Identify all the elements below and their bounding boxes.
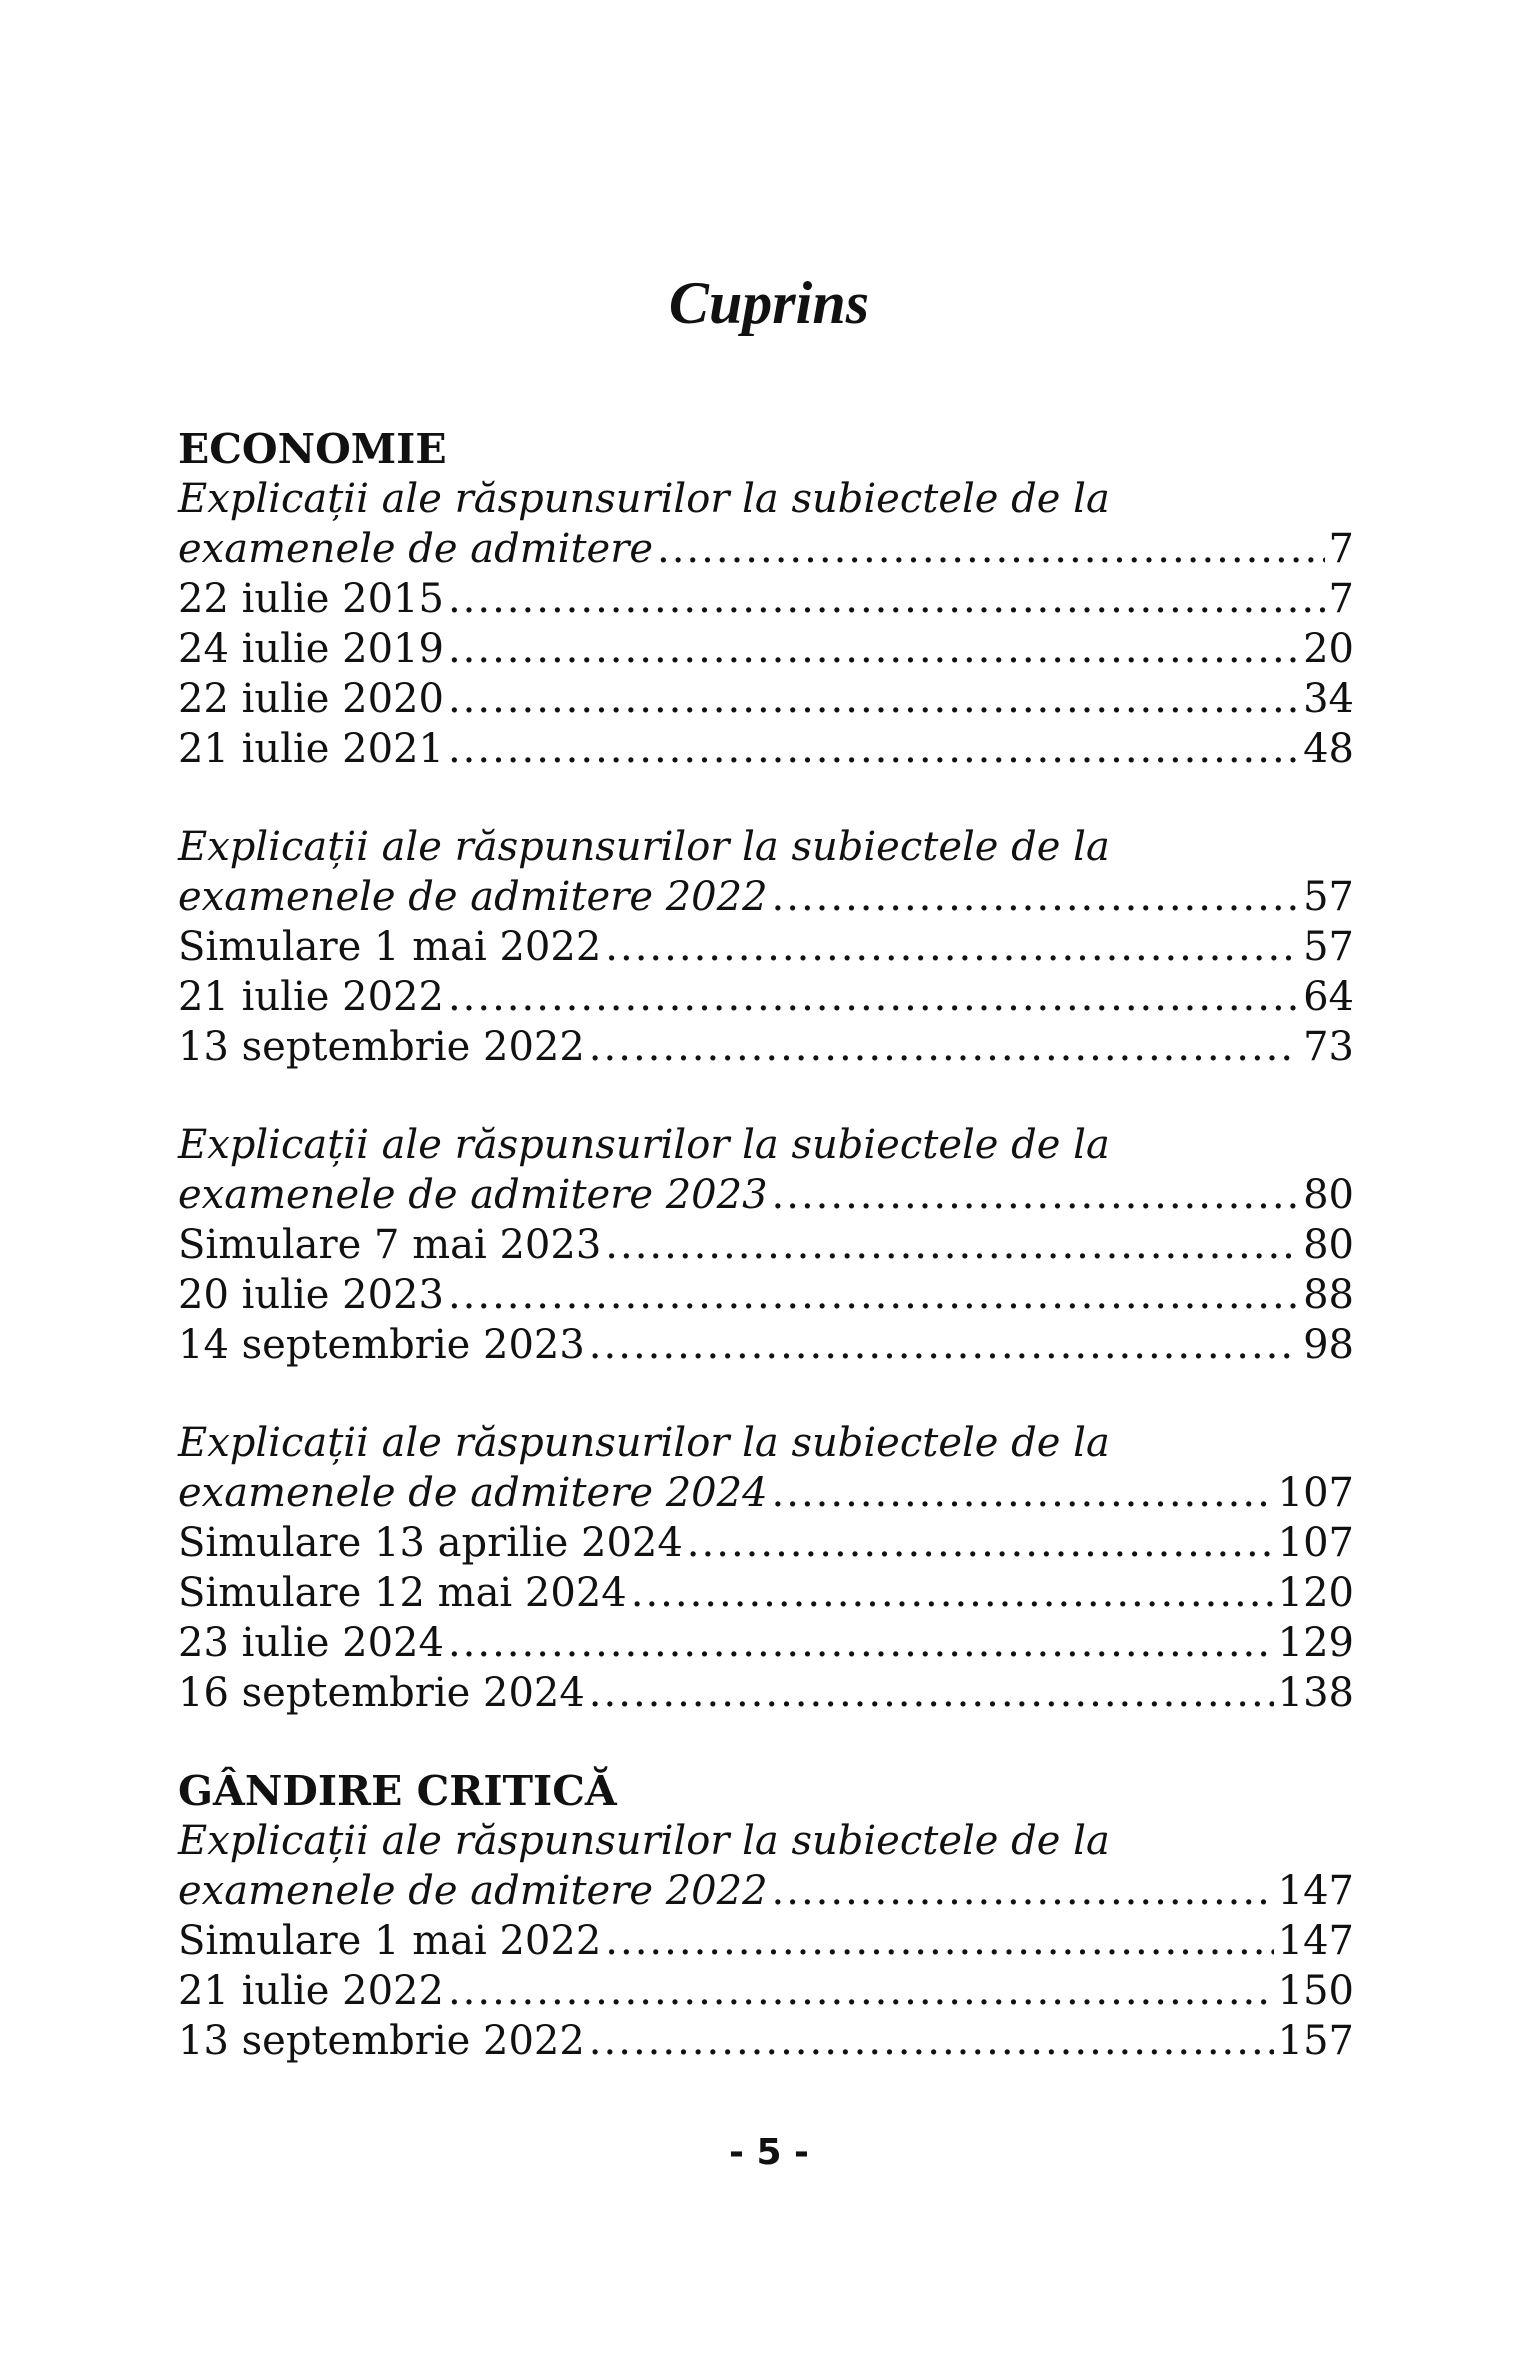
- toc-page-number: 57: [1303, 924, 1354, 970]
- toc-entry[interactable]: [178, 1220, 1354, 1270]
- toc-entry[interactable]: [178, 1618, 1354, 1668]
- dot-leader: [657, 524, 1325, 574]
- toc-group: [178, 474, 1354, 774]
- group-intro: [178, 822, 1354, 872]
- group-intro-text: Explicații ale răspunsurilor la subiectele de la: [178, 1818, 1110, 1864]
- toc-entry-label: Simulare 13 aprilie 2024: [178, 1520, 683, 1566]
- toc-entry-label: 20 iulie 2023: [178, 1272, 444, 1318]
- toc-page-number: 80: [1303, 1222, 1354, 1268]
- toc-entry[interactable]: [178, 1468, 1354, 1518]
- toc-entry[interactable]: [178, 1170, 1354, 1220]
- toc-entry-label: Simulare 1 mai 2022: [178, 1918, 602, 1964]
- page-number: - 5 -: [729, 2132, 809, 2173]
- dot-leader: [448, 574, 1325, 624]
- group-intro-text: Explicații ale răspunsurilor la subiectele de la: [178, 1122, 1110, 1168]
- toc-entry-label: examenele de admitere 2022: [178, 874, 768, 920]
- toc-page-number: 73: [1303, 1024, 1354, 1070]
- toc-entry-label: examenele de admitere: [178, 526, 653, 572]
- dot-leader: [448, 1618, 1274, 1668]
- toc-entry[interactable]: [178, 1270, 1354, 1320]
- toc-entry[interactable]: [178, 1568, 1354, 1618]
- group-intro-text: Explicații ale răspunsurilor la subiectele de la: [178, 476, 1110, 522]
- toc-entry[interactable]: [178, 574, 1354, 624]
- dot-leader: [448, 624, 1299, 674]
- toc-entry-label: 21 iulie 2022: [178, 974, 444, 1020]
- toc-page-number: 7: [1328, 526, 1354, 572]
- toc-page-number: 64: [1303, 974, 1354, 1020]
- dot-leader: [448, 1966, 1274, 2016]
- toc-group: [178, 1120, 1354, 1370]
- dot-leader: [772, 1866, 1274, 1916]
- toc-page-number: 57: [1303, 874, 1354, 920]
- dot-leader: [589, 1668, 1274, 1718]
- toc-entry[interactable]: [178, 1320, 1354, 1370]
- toc-entry-label: 24 iulie 2019: [178, 626, 444, 672]
- table-of-contents: [178, 424, 1354, 2114]
- dot-leader: [589, 2016, 1274, 2066]
- dot-leader: [605, 1220, 1299, 1270]
- toc-entry[interactable]: [178, 624, 1354, 674]
- toc-entry-label: 14 septembrie 2023: [178, 1322, 585, 1368]
- toc-page-number: 147: [1277, 1918, 1354, 1964]
- group-intro: [178, 474, 1354, 524]
- toc-entry-label: 21 iulie 2021: [178, 726, 444, 772]
- toc-page-number: 7: [1328, 576, 1354, 622]
- toc-entry-label: 13 septembrie 2022: [178, 1024, 585, 1070]
- toc-page-number: 107: [1277, 1520, 1354, 1566]
- toc-entry[interactable]: [178, 1966, 1354, 2016]
- toc-page-number: 157: [1277, 2018, 1354, 2064]
- toc-page-number: 34: [1303, 676, 1354, 722]
- toc-page-number: 88: [1303, 1272, 1354, 1318]
- dot-leader: [605, 1916, 1273, 1966]
- dot-leader: [448, 674, 1299, 724]
- dot-leader: [772, 1468, 1274, 1518]
- page-title: Cuprins: [668, 270, 870, 336]
- toc-page-number: 107: [1277, 1470, 1354, 1516]
- toc-entry-label: examenele de admitere 2023: [178, 1172, 768, 1218]
- group-intro-text: Explicații ale răspunsurilor la subiectele de la: [178, 1420, 1110, 1466]
- toc-entry-label: 22 iulie 2015: [178, 576, 444, 622]
- toc-entry-label: Simulare 7 mai 2023: [178, 1222, 602, 1268]
- toc-entry-label: examenele de admitere 2022: [178, 1868, 768, 1914]
- toc-entry-label: 21 iulie 2022: [178, 1968, 444, 2014]
- toc-page-number: 48: [1303, 726, 1354, 772]
- dot-leader: [448, 972, 1299, 1022]
- dot-leader: [589, 1320, 1299, 1370]
- toc-entry[interactable]: [178, 922, 1354, 972]
- toc-entry[interactable]: [178, 1866, 1354, 1916]
- toc-section: [178, 1766, 1354, 2066]
- dot-leader: [687, 1518, 1274, 1568]
- toc-entry[interactable]: [178, 1668, 1354, 1718]
- toc-entry[interactable]: [178, 524, 1354, 574]
- group-intro: [178, 1120, 1354, 1170]
- toc-entry[interactable]: [178, 972, 1354, 1022]
- dot-leader: [772, 872, 1300, 922]
- section-heading: GÂNDIRE CRITICĂ: [178, 1767, 617, 1815]
- dot-leader: [589, 1022, 1299, 1072]
- toc-page-number: 150: [1277, 1968, 1354, 2014]
- toc-page-number: 20: [1303, 626, 1354, 672]
- toc-entry[interactable]: [178, 724, 1354, 774]
- toc-entry-label: Simulare 12 mai 2024: [178, 1570, 627, 1616]
- toc-entry[interactable]: [178, 1022, 1354, 1072]
- dot-leader: [605, 922, 1299, 972]
- toc-entry-label: Simulare 1 mai 2022: [178, 924, 602, 970]
- toc-group: [178, 822, 1354, 1072]
- toc-entry-label: 13 septembrie 2022: [178, 2018, 585, 2064]
- toc-entry[interactable]: [178, 1916, 1354, 1966]
- toc-section: [178, 424, 1354, 1718]
- group-intro: [178, 1816, 1354, 1866]
- toc-page-number: 129: [1277, 1620, 1354, 1666]
- dot-leader: [448, 1270, 1299, 1320]
- section-heading: ECONOMIE: [178, 425, 447, 473]
- toc-entry-label: 16 septembrie 2024: [178, 1670, 585, 1716]
- group-intro: [178, 1418, 1354, 1468]
- dot-leader: [448, 724, 1299, 774]
- toc-group: [178, 1418, 1354, 1718]
- toc-entry[interactable]: [178, 1518, 1354, 1568]
- dot-leader: [631, 1568, 1274, 1618]
- group-intro-text: Explicații ale răspunsurilor la subiectele de la: [178, 824, 1110, 870]
- toc-page-number: 138: [1277, 1670, 1354, 1716]
- toc-entry-label: 23 iulie 2024: [178, 1620, 444, 1666]
- toc-page-number: 98: [1303, 1322, 1354, 1368]
- toc-page-number: 80: [1303, 1172, 1354, 1218]
- toc-entry-label: examenele de admitere 2024: [178, 1470, 768, 1516]
- toc-entry[interactable]: [178, 674, 1354, 724]
- toc-entry[interactable]: [178, 2016, 1354, 2066]
- toc-page-number: 147: [1277, 1868, 1354, 1914]
- toc-group: [178, 1816, 1354, 2066]
- toc-page-number: 120: [1277, 1570, 1354, 1616]
- toc-entry-label: 22 iulie 2020: [178, 676, 444, 722]
- dot-leader: [772, 1170, 1300, 1220]
- toc-entry[interactable]: [178, 872, 1354, 922]
